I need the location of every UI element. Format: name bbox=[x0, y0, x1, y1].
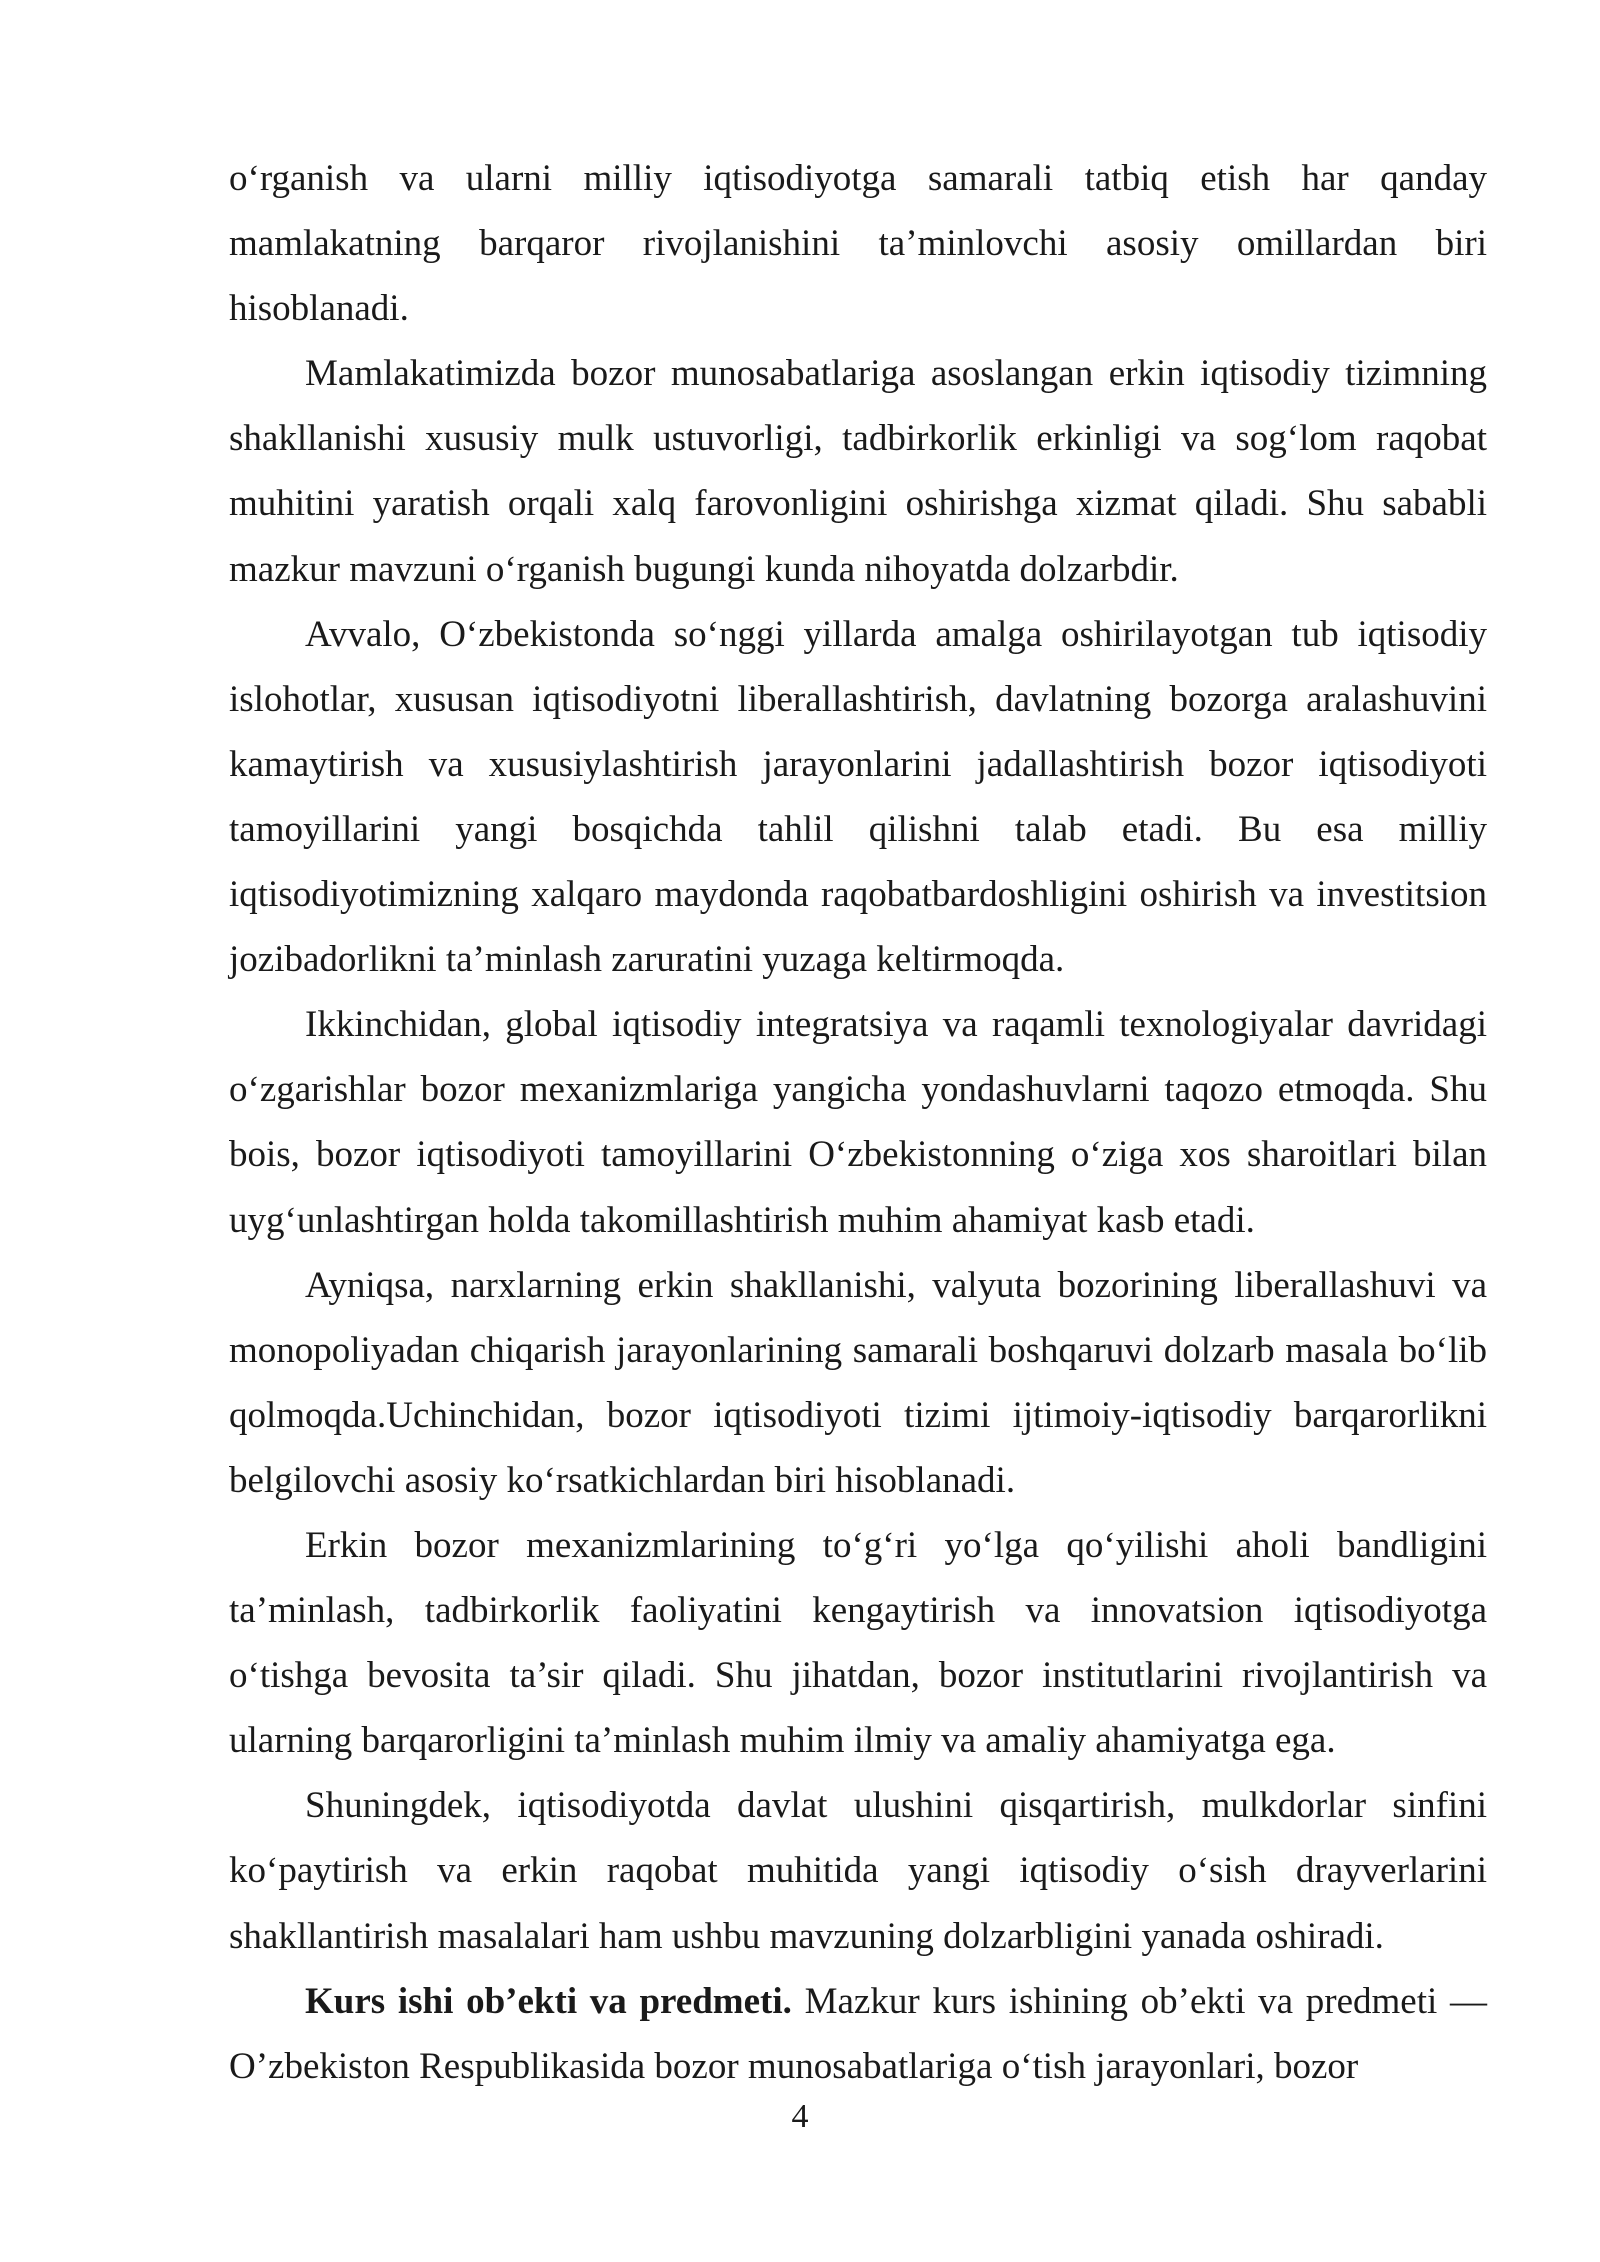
paragraph-market-economy-system: Mamlakatimizda bozor munosabatlariga asoslangan erkin iqtisodiy tizimning shakllanishi xususiy mulk ustuvorligi, tadbirkorlik erkinligi va sog‘lom raqobat muhitini yaratish orqali xalq farovonligini oshirishga xizmat qiladi. Shu sababli mazkur mavzuni o‘rganish bugungi kunda nihoyatda dolzarbdir. bbox=[229, 353, 1487, 590]
document-page bbox=[229, 146, 1487, 2099]
section-heading-object-subject: Kurs ishi ob’ekti va predmeti. bbox=[305, 1980, 792, 2022]
page-number: 4 bbox=[791, 2098, 809, 2135]
paragraph-second-reason: Ikkinchidan, global iqtisodiy integratsiya va raqamli texnologiyalar davridagi o‘zgarishlar bozor mexanizmlariga yangicha yondashuvlarni taqozo etmoqda. Shu bois, bozor iqtisodiyoti tamoyillarini O‘zbekistonning o‘ziga xos sharoitlari bilan uyg‘unlashtirgan holda takomillashtirish muhim ahamiyat kasb etadi. bbox=[229, 1004, 1487, 1241]
paragraph-state-share: Shuningdek, iqtisodiyotda davlat ulushini qisqartirish, mulkdorlar sinfini ko‘paytirish va erkin raqobat muhitida yangi iqtisodiy o‘sish drayverlarini shakllantirish masalalari ham ushbu mavzuning dolzarbligini yanada oshiradi. bbox=[229, 1785, 1487, 1957]
paragraph-free-market-mechanisms: Erkin bozor mexanizmlarining to‘g‘ri yo‘lga qo‘yilishi aholi bandligini ta’minlash, tadbirkorlik faoliyatini kengaytirish va innovatsion iqtisodiyotga o‘tishga bevosita ta’sir qiladi. Shu jihatdan, bozor institutlarini rivojlantirish va ularning barqarorligini ta’minlash muhim ilmiy va amaliy ahamiyatga ega. bbox=[229, 1524, 1487, 1762]
paragraph-third-reason: Ayniqsa, narxlarning erkin shakllanishi, valyuta bozorining liberallashuvi va monopoliyadan chiqarish jarayonlarining samarali boshqaruvi dolzarb masala bo‘lib qolmoqda.Uchinchidan, bozor iqtisodiyoti tizimi ijtimoiy-iqtisodiy barqarorlikni belgilovchi asosiy ko‘rsatkichlardan biri hisoblanadi. bbox=[229, 1264, 1487, 1501]
paragraph-continuation: o‘rganish va ularni milliy iqtisodiyotga samarali tatbiq etish har qanday mamlakatning barqaror rivojlanishini ta’minlovchi asosiy omillardan biri hisoblanadi. bbox=[229, 158, 1487, 330]
paragraph-first-reason: Avvalo, O‘zbekistonda so‘nggi yillarda amalga oshirilayotgan tub iqtisodiy islohotlar, xususan iqtisodiyotni liberallashtirish, davlatning bozorga aralashuvini kamaytirish va xususiylashtirish jarayonlarini jadallashtirish bozor iqtisodiyoti tamoyillarini yangi bosqichda tahlil qilishni talab etadi. Bu esa milliy iqtisodiyotimizning xalqaro maydonda raqobatbardoshligini oshirish va investitsion jozibadorlikni ta’minlash zaruratini yuzaga keltirmoqda. bbox=[229, 613, 1487, 981]
paragraph-object-subject-text: Mazkur kurs ishining ob’ekti va predmeti — O’zbekiston Respublikasida bozor munosabatlariga o‘tish jarayonlari, bozor bbox=[229, 1980, 1487, 2087]
paragraph-object-and-subject bbox=[229, 1969, 1487, 2099]
